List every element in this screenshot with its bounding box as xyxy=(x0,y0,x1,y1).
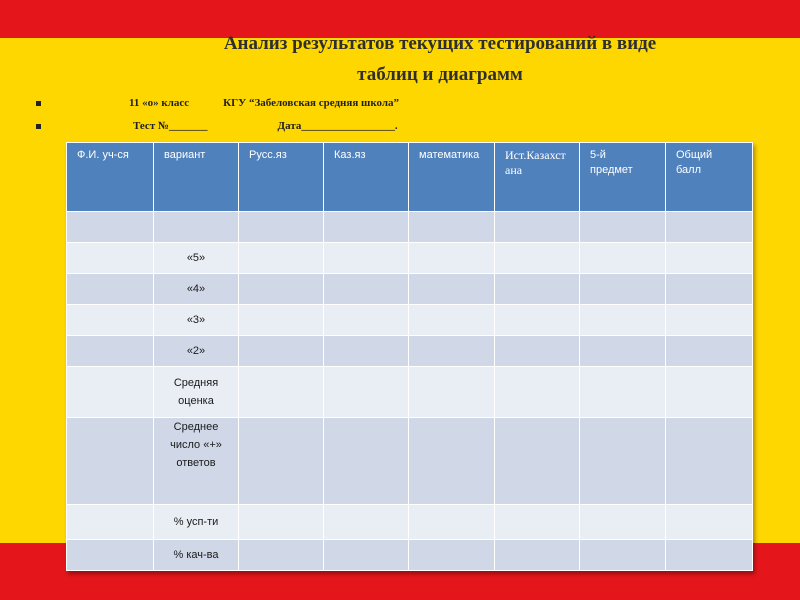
table-row xyxy=(67,305,753,336)
table-row xyxy=(67,212,753,243)
cell xyxy=(409,243,495,274)
cell xyxy=(666,212,753,243)
header-fifth-subject-label: 5-й предмет xyxy=(590,149,633,176)
header-total xyxy=(666,143,753,212)
table-row xyxy=(67,505,753,540)
cell-variant: «5» xyxy=(154,243,239,274)
cell xyxy=(239,540,324,571)
cell xyxy=(324,212,409,243)
cell-variant: «4» xyxy=(154,274,239,305)
cell-name xyxy=(67,418,154,505)
cell xyxy=(324,305,409,336)
cell xyxy=(239,505,324,540)
cell xyxy=(409,305,495,336)
cell xyxy=(239,336,324,367)
cell-variant: % кач-ва xyxy=(154,540,239,571)
cell-name xyxy=(67,505,154,540)
cell xyxy=(324,367,409,418)
cell xyxy=(495,212,580,243)
cell xyxy=(495,274,580,305)
cell xyxy=(580,540,666,571)
cell xyxy=(409,418,495,505)
header-russian: Русс.яз xyxy=(239,143,324,212)
table-row xyxy=(67,540,753,571)
table-row xyxy=(67,367,753,418)
table-row xyxy=(67,336,753,367)
cell xyxy=(580,212,666,243)
header-total-label: Общий балл xyxy=(676,149,713,176)
cell-name xyxy=(67,274,154,305)
cell xyxy=(580,243,666,274)
cell xyxy=(495,305,580,336)
cell xyxy=(580,505,666,540)
results-table xyxy=(66,142,753,571)
cell xyxy=(409,367,495,418)
cell xyxy=(239,418,324,505)
cell xyxy=(580,336,666,367)
cell xyxy=(324,243,409,274)
header-math xyxy=(409,143,495,212)
table-row xyxy=(67,274,753,305)
cell-variant: Средняя оценка xyxy=(154,367,239,418)
cell xyxy=(666,540,753,571)
cell-name xyxy=(67,305,154,336)
cell xyxy=(666,305,753,336)
cell-name xyxy=(67,212,154,243)
cell-variant: Среднее число «+» ответов xyxy=(154,418,239,505)
meta-line-1 xyxy=(36,97,399,109)
cell xyxy=(239,212,324,243)
cell xyxy=(239,243,324,274)
cell-variant: «2» xyxy=(154,336,239,367)
cell-variant xyxy=(154,212,239,243)
cell xyxy=(495,540,580,571)
table-row xyxy=(67,418,753,505)
header-variant: вариант xyxy=(154,143,239,212)
bullet-icon xyxy=(36,124,41,129)
meta-line-2 xyxy=(36,120,398,132)
date-label: Дата_________________. xyxy=(277,120,398,132)
cell xyxy=(666,505,753,540)
cell xyxy=(239,274,324,305)
cell xyxy=(580,274,666,305)
cell xyxy=(409,336,495,367)
cell xyxy=(239,367,324,418)
cell xyxy=(324,336,409,367)
page-title-line-2: таблиц и диаграмм xyxy=(357,64,523,85)
table-row xyxy=(67,243,753,274)
header-fifth-subject xyxy=(580,143,666,212)
cell xyxy=(495,367,580,418)
school-label: КГУ “Забеловская средняя школа” xyxy=(223,97,400,109)
cell-variant: % усп-ти xyxy=(154,505,239,540)
table-header-row xyxy=(67,143,753,212)
header-math-label: математика xyxy=(419,149,480,161)
bullet-icon xyxy=(36,101,41,106)
class-label: 11 «о» класс xyxy=(129,97,190,109)
cell xyxy=(495,243,580,274)
header-kazakh: Каз.яз xyxy=(324,143,409,212)
cell xyxy=(495,418,580,505)
cell xyxy=(666,367,753,418)
cell xyxy=(409,540,495,571)
header-history xyxy=(495,143,580,212)
cell-variant: «3» xyxy=(154,305,239,336)
cell xyxy=(324,505,409,540)
cell xyxy=(495,336,580,367)
cell xyxy=(324,274,409,305)
cell xyxy=(666,418,753,505)
header-student-name: Ф.И. уч-ся xyxy=(67,143,154,212)
header-history-label: Ист.Казахстана xyxy=(505,148,566,177)
cell-name xyxy=(67,540,154,571)
page-title-line-1: Анализ результатов текущих тестирований в виде xyxy=(223,33,657,54)
cell-name xyxy=(67,336,154,367)
cell-name xyxy=(67,243,154,274)
cell xyxy=(666,274,753,305)
cell xyxy=(666,243,753,274)
cell-name xyxy=(67,367,154,418)
cell xyxy=(409,274,495,305)
cell xyxy=(409,505,495,540)
cell xyxy=(409,212,495,243)
cell xyxy=(580,418,666,505)
cell xyxy=(580,305,666,336)
cell xyxy=(324,540,409,571)
cell xyxy=(580,367,666,418)
cell xyxy=(495,505,580,540)
test-label: Тест №_______ xyxy=(133,120,208,132)
cell xyxy=(239,305,324,336)
cell xyxy=(666,336,753,367)
cell xyxy=(324,418,409,505)
